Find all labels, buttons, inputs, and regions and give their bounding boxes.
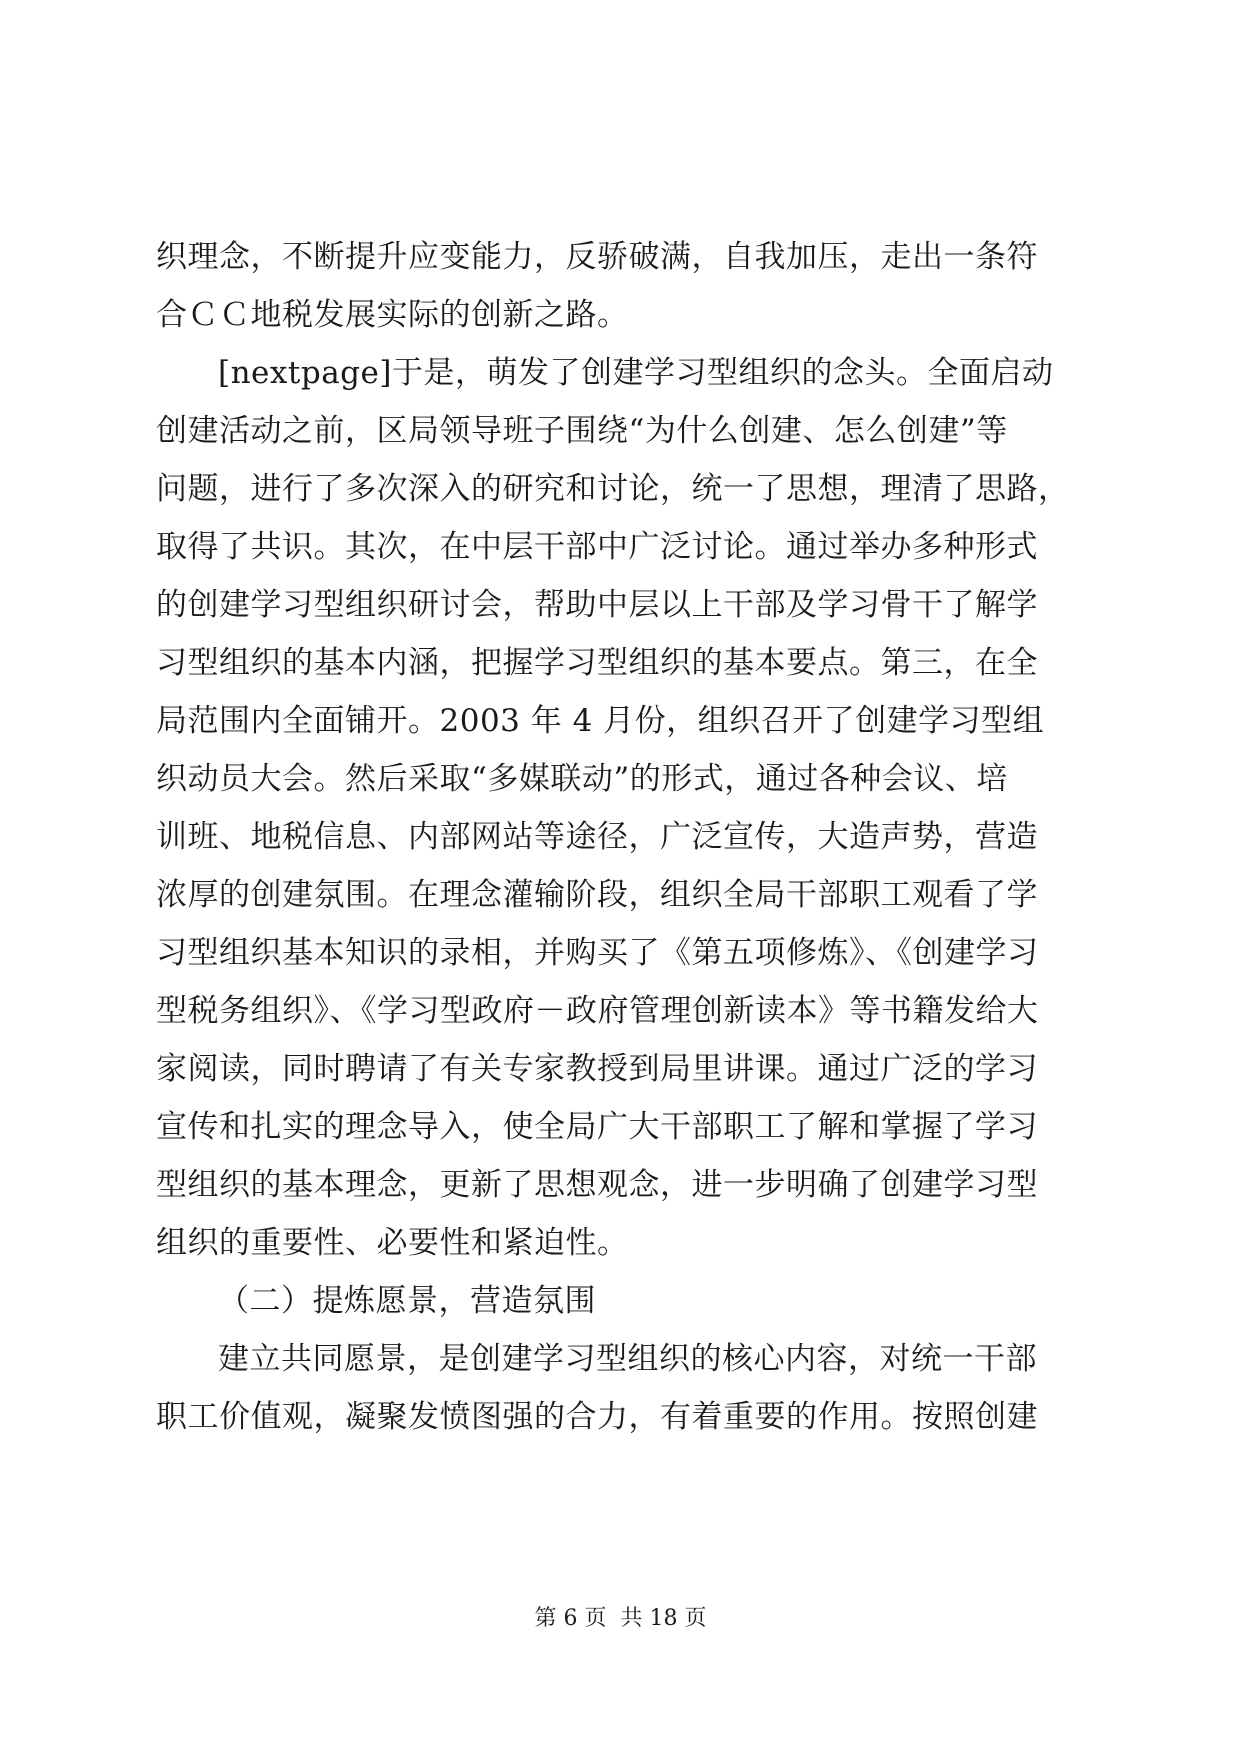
text-line: 型组织的基本理念，更新了思想观念，进一步明确了创建学习型 [156, 1167, 1038, 1203]
text-line: 建立共同愿景，是创建学习型组织的核心内容，对统一干部 [218, 1341, 1037, 1377]
page-number: 第 6 页 [534, 1606, 607, 1631]
text-line: 取得了共识。其次，在中层干部中广泛讨论。通过举办多种形式 [156, 529, 1038, 565]
text-line: 习型组织基本知识的录相，并购买了《第五项修炼》、《创建学习 [156, 935, 1039, 971]
text-line: 织动员大会。然后采取“多媒联动”的形式，通过各种会议、培 [156, 761, 1008, 797]
text-line: 创建活动之前，区局领导班子围绕“为什么创建、怎么创建”等 [156, 413, 1008, 449]
page-footer [0, 1605, 1241, 1633]
text-line: 织理念，不断提升应变能力，反骄破满，自我加压，走出一条符 [156, 239, 1038, 275]
section-heading: （二）提炼愿景，营造氛围 [218, 1283, 596, 1319]
text-line: 合ＣＣ地税发展实际的创新之路。 [156, 297, 629, 333]
body-text [156, 228, 1084, 1446]
text-line: 局范围内全面铺开。2003 年 4 月份，组织召开了创建学习型组 [156, 703, 1045, 739]
text-line: 家阅读，同时聘请了有关专家教授到局里讲课。通过广泛的学习 [156, 1051, 1038, 1087]
text-line: 组织的重要性、必要性和紧迫性。 [156, 1225, 629, 1261]
text-line: 职工价值观，凝聚发愤图强的合力，有着重要的作用。按照创建 [156, 1399, 1038, 1435]
text-line: 浓厚的创建氛围。在理念灌输阶段，组织全局干部职工观看了学 [156, 877, 1038, 913]
text-line: 问题，进行了多次深入的研究和讨论，统一了思想，理清了思路， [156, 471, 1070, 507]
text-line: 宣传和扎实的理念导入，使全局广大干部职工了解和掌握了学习 [156, 1109, 1038, 1145]
text-line: 的创建学习型组织研讨会，帮助中层以上干部及学习骨干了解学 [156, 587, 1038, 623]
text-line: 训班、地税信息、内部网站等途径，广泛宣传，大造声势，营造 [156, 819, 1038, 855]
text-line: [nextpage]于是，萌发了创建学习型组织的念头。全面启动 [218, 355, 1054, 391]
text-line: 型税务组织》、《学习型政府－政府管理创新读本》等书籍发给大 [156, 993, 1039, 1029]
text-line: 习型组织的基本内涵，把握学习型组织的基本要点。第三，在全 [156, 645, 1038, 681]
page-total: 共 18 页 [620, 1606, 707, 1631]
